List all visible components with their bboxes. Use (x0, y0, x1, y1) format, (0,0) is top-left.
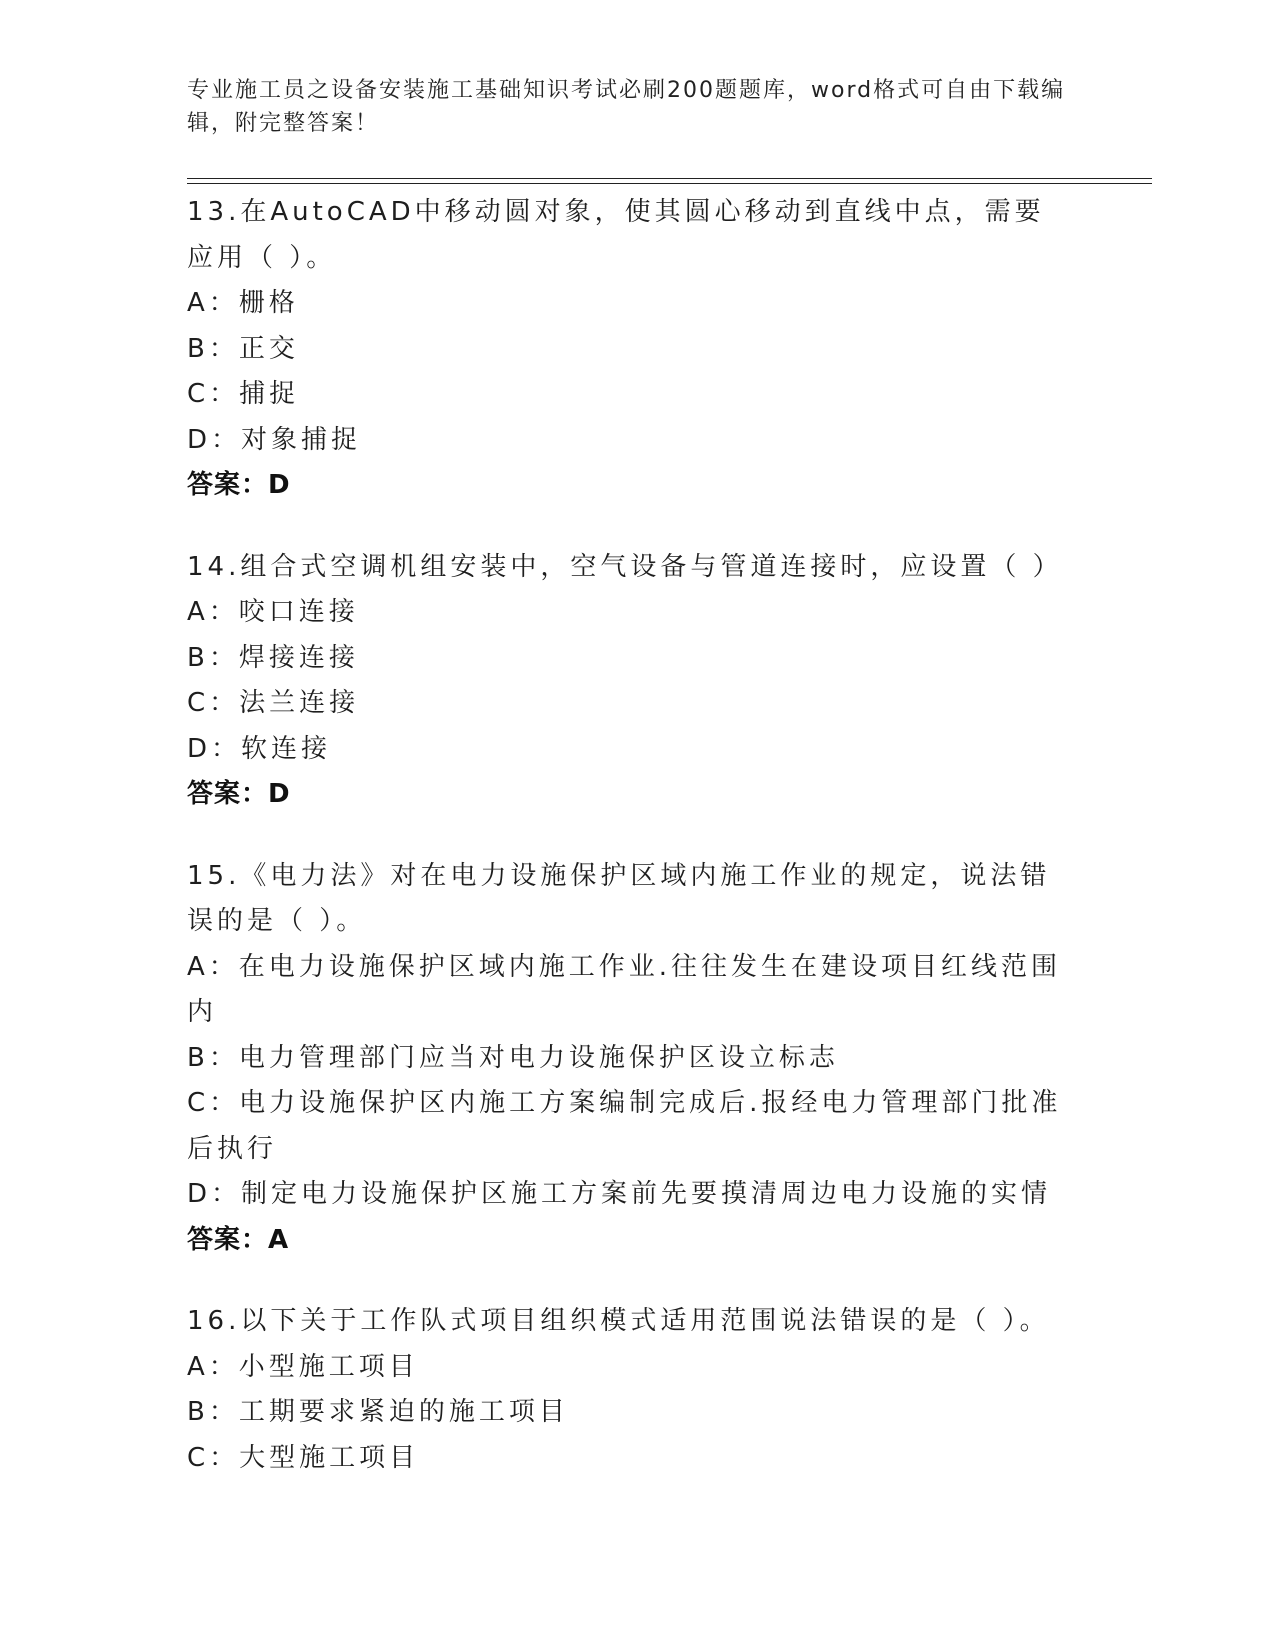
option-d: D：软连接 (187, 733, 332, 764)
option-a: A：栅格 (187, 288, 299, 318)
question-list (187, 190, 1067, 1517)
option-b: B：焊接连接 (187, 642, 359, 673)
option-c: C：大型施工项目 (187, 1442, 420, 1473)
document-page (187, 0, 1147, 1650)
question-stem: 13.在AutoCAD中移动圆对象，使其圆心移动到直线中点，需要应用（ ）。 (187, 197, 1045, 273)
question-stem: 14.组合式空调机组安装中，空气设备与管道连接时，应设置（ ） (187, 551, 1063, 582)
option-a: A：咬口连接 (187, 597, 359, 627)
option-b: B：正交 (187, 333, 299, 364)
option-a: A：小型施工项目 (187, 1351, 419, 1382)
answer-line: 答案：D (187, 470, 291, 500)
option-b: B：工期要求紧迫的施工项目 (187, 1397, 569, 1427)
question-stem: 15.《电力法》对在电力设施保护区域内施工作业的规定，说法错误的是（ ）。 (187, 860, 1051, 936)
option-d: D：制定电力设施保护区施工方案前先要摸清周边电力设施的实情 (187, 1179, 1052, 1209)
header-divider-top (187, 178, 1152, 179)
option-c: C：电力设施保护区内施工方案编制完成后.报经电力管理部门批准后执行 (187, 1088, 1062, 1164)
answer-line: 答案：D (187, 779, 291, 809)
answer-line: 答案：A (187, 1224, 290, 1255)
option-d: D：对象捕捉 (187, 424, 362, 455)
option-c: C：捕捉 (187, 379, 300, 409)
option-a: A：在电力设施保护区域内施工作业.往往发生在建设项目红线范围内 (187, 951, 1062, 1027)
question-stem: 16.以下关于工作队式项目组织模式适用范围说法错误的是（ ）。 (187, 1306, 1050, 1336)
option-b: B：电力管理部门应当对电力设施保护区设立标志 (187, 1042, 839, 1073)
option-c: C：法兰连接 (187, 688, 360, 718)
header-divider-bottom (187, 183, 1152, 184)
question-13 (187, 190, 1067, 509)
document-header-title: 专业施工员之设备安装施工基础知识考试必刷200题题库，word格式可自由下载编辑，附完整答案！ (187, 78, 1066, 136)
question-14 (187, 545, 1067, 818)
question-16 (187, 1299, 1067, 1481)
question-15 (187, 854, 1067, 1264)
